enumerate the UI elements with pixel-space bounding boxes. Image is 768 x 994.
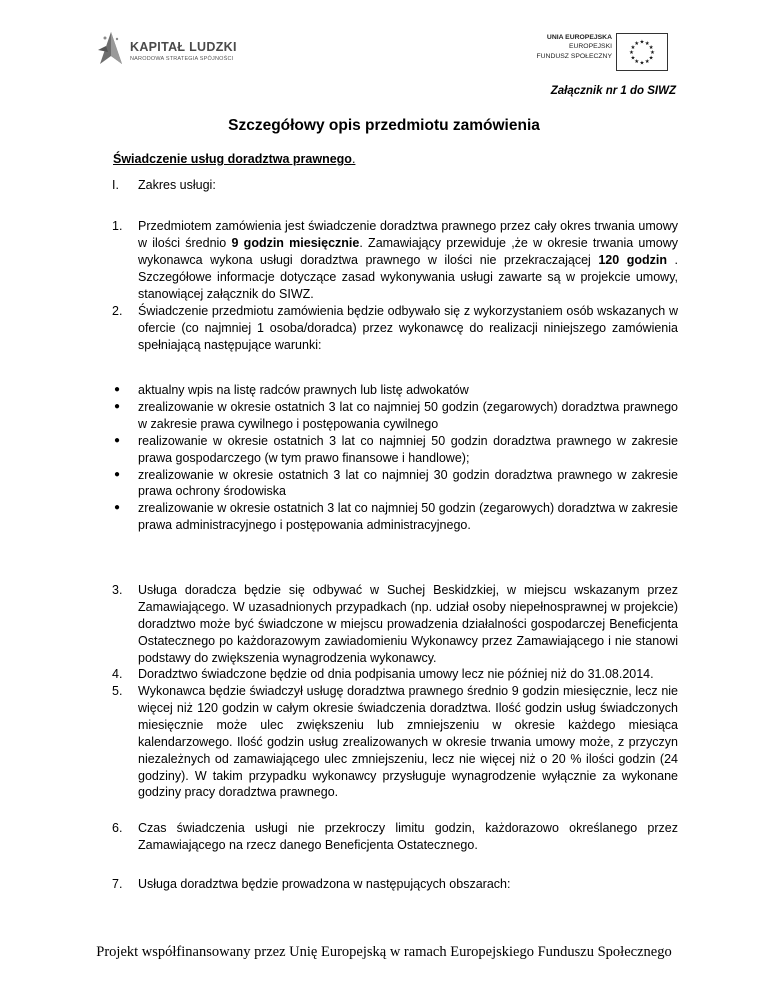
list-item-5 [112, 683, 678, 801]
eu-star-icon: ★ [648, 44, 654, 51]
list-item-7 [112, 876, 678, 893]
eu-star-icon: ★ [644, 59, 650, 66]
kapital-ludzki-subtitle: NARODOWA STRATEGIA SPÓJNOŚCI [130, 56, 234, 62]
item-text: Przedmiotem zamówienia jest świadczenie doradztwa prawnego przez cały okres trwania umowy w ilości średnio [138, 219, 678, 250]
list-item-3 [112, 582, 678, 667]
list-item-number: 7. [112, 877, 123, 891]
item-text: . Szczegółowe informacje dotyczące zasad wykonywania usługi zawarte są w projekcie umowy, stanowiącej załącznik do SIWZ. [138, 252, 678, 301]
list-item-2 [112, 303, 678, 354]
bullet-item [114, 467, 678, 501]
eu-logo-line3: FUNDUSZ SPOŁECZNY [536, 52, 612, 60]
section-label: Zakres usługi: [138, 178, 216, 192]
item-text: Świadczenie przedmiotu zamówienia będzie odbywało się z wykorzystaniem osób wskazanych w ofercie (co najmniej 1 osoba/doradca) przez wykonawcę do realizacji niniejszego zamówienia spełniającą następujące warunki: [138, 304, 678, 352]
eu-logo-text [536, 33, 612, 61]
item-text: Doradztwo świadczone będzie od dnia podpisania umowy lecz nie później niż do 31.08.2014. [138, 667, 654, 681]
item-text: Usługa doradcza będzie się odbywać w Suchej Beskidzkiej, w miejscu wskazanym przez Zamawiającego. W uzasadnionych przypadkach (np. udział osoby niepełnosprawnej w projekcie) doradztwo może być świadczone w miejscu prowadzenia działalności gospodarczej Beneficjenta Ostatecznego po każdorazowym zawiadomieniu Wykonawcy przez Zamawiającego i nie stanowi podstawy do zwiększenia wynagrodzenia wykonawcy. [138, 583, 678, 665]
item-text: . Zamawiający przewiduje ,że w okresie trwania umowy wykonawca wykona usługi doradztwa prawnego w ilości nie przekraczającej [138, 235, 678, 267]
list-item-4 [112, 666, 678, 683]
eu-star-icon: ★ [630, 55, 636, 62]
requirements-list [114, 382, 678, 534]
item-text: Usługa doradztwa będzie prowadzona w następujących obszarach: [138, 877, 511, 891]
section-number: I. [112, 178, 119, 192]
item-bold-limit: 120 godzin [598, 252, 667, 267]
subtitle-text: Świadczenie usług doradztwa prawnego [113, 152, 352, 166]
kapital-ludzki-title: KAPITAŁ LUDZKI [130, 40, 237, 54]
subtitle-dot: . [351, 152, 356, 166]
bullet-item [114, 500, 678, 534]
page-footer: Projekt współfinansowany przez Unię Europejską w ramach Europejskiego Funduszu Społecznego [96, 944, 672, 960]
bullet-text: zrealizowanie w okresie ostatnich 3 lat co najmniej 50 godzin (zegarowych) doradztwa w zakresie prawa administracyjnego i postępowania administracyjnego. [138, 501, 678, 533]
list-item-number: 5. [112, 684, 123, 698]
bullet-icon: ● [114, 468, 121, 480]
eu-star-icon: ★ [630, 44, 636, 51]
annex-label: Załącznik nr 1 do SIWZ [550, 85, 676, 97]
kapital-ludzki-logo [96, 30, 246, 70]
bullet-item [114, 382, 678, 399]
eu-star-icon: ★ [634, 40, 640, 47]
item-bold-hours: 9 godzin miesięcznie [231, 235, 360, 250]
eu-star-icon: ★ [650, 50, 655, 56]
eu-star-icon: ★ [648, 55, 654, 62]
eu-flag-icon [616, 33, 668, 71]
bullet-icon: ● [114, 400, 121, 412]
eu-logo [524, 33, 668, 75]
list-item-number: 6. [112, 821, 123, 835]
bullet-icon: ● [114, 434, 121, 446]
eu-star-icon: ★ [629, 50, 634, 56]
bullet-text: aktualny wpis na listę radców prawnych lub listę adwokatów [138, 383, 469, 397]
list-item-6 [112, 820, 678, 854]
item-text: Czas świadczenia usługi nie przekroczy limitu godzin, każdorazowo określanego przez Zamawiającego na rzecz danego Beneficjenta Ostatecznego. [138, 821, 678, 852]
bullet-text: realizowanie w okresie ostatnich 3 lat co najmniej 50 godzin doradztwa prawnego w zakresie prawa gospodarczego (w tym prawo finansowe i handlowe); [138, 433, 678, 465]
eu-star-icon: ★ [639, 39, 645, 46]
eu-star-icon: ★ [644, 40, 650, 47]
list-item-number: 3. [112, 583, 123, 597]
list-item-1 [112, 218, 678, 303]
bullet-icon: ● [114, 502, 121, 514]
eu-star-icon: ★ [634, 59, 640, 66]
eu-logo-line2: EUROPEJSKI [568, 43, 612, 51]
list-item-number: 4. [112, 667, 123, 681]
eu-logo-line1: UNIA EUROPEJSKA [546, 34, 612, 41]
kapital-ludzki-mark-icon [96, 30, 126, 68]
bullet-text: zrealizowanie w okresie ostatnich 3 lat co najmniej 30 godzin doradztwa prawnego w zakresie prawa ochrony środowiska [138, 467, 678, 499]
document-subtitle [113, 152, 355, 166]
list-item-number: 2. [112, 304, 123, 318]
bullet-icon: ● [114, 384, 121, 395]
bullet-text: zrealizowanie w okresie ostatnich 3 lat co najmniej 50 godzin (zegarowych) doradztwa prawnego w zakresie prawa cywilnego i postępowania cywilnego [138, 399, 678, 431]
list-item-number: 1. [112, 219, 123, 233]
bullet-item [114, 433, 678, 467]
page-title: Szczegółowy opis przedmiotu zamówienia [228, 117, 540, 134]
item-text: Wykonawca będzie świadczył usługę doradztwa prawnego średnio 9 godzin miesięcznie, lecz nie więcej niż 120 godzin w całym okresie świadczenia doradztwa. Ilość godzin usług świadczonych miesięcznie może ulec zwiększeniu lub zmniejszeniu w okresie każdego miesiąca kalendarzowego. Ilość godzin usług zrealizowanych w okresie trwania umowy może, z przyczyn niezależnych od zamawiającego ulec zmniejszeniu, lecz nie więcej niż o 20 % ilości godzin (24 godziny). W takim przypadku wykonawcy przysługuje wynagrodzenie wyłącznie za wykonane godziny pracy doradztwa prawnego. [138, 684, 678, 800]
bullet-item [114, 399, 678, 433]
eu-star-icon: ★ [639, 60, 645, 67]
